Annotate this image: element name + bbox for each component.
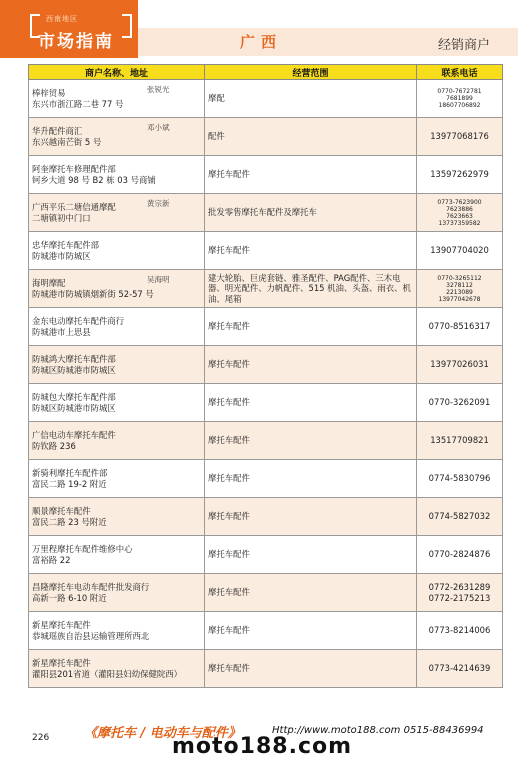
contact-person: 邓小斌 xyxy=(147,123,170,132)
table-row xyxy=(29,270,503,308)
dealer-cell xyxy=(29,612,205,650)
category-label: 经销商户 xyxy=(437,38,490,53)
phone-number: 0770-2824876 xyxy=(428,549,491,559)
dealer-name: 防城鸿大摩托车配件部 xyxy=(32,353,116,364)
dealer-name: 海明摩配 xyxy=(32,277,66,288)
business-scope: 摩托车配件 xyxy=(205,384,417,422)
dealer-name: 阿奎摩托车修理配件部 xyxy=(32,163,116,174)
phone-cell xyxy=(417,308,503,346)
phone-number: 0774-5827032 xyxy=(428,511,491,521)
phone-cell xyxy=(417,422,503,460)
business-scope: 摩托车配件 xyxy=(205,156,417,194)
business-scope: 摩托车配件 xyxy=(205,498,417,536)
phone-cell xyxy=(417,574,503,612)
dealer-address: 防城港市防城镇烟新街 52-57 号 xyxy=(32,288,154,299)
dealer-address: 二塘镇初中门口 xyxy=(32,212,91,223)
section-logo xyxy=(0,0,138,58)
phone-number: 0772-2175213 xyxy=(428,592,491,603)
phone-number: 0770-7672781 xyxy=(437,88,482,95)
table-row xyxy=(29,650,503,688)
table-row xyxy=(29,346,503,384)
dealer-cell xyxy=(29,270,205,308)
table-row xyxy=(29,422,503,460)
dealer-cell xyxy=(29,346,205,384)
table-row xyxy=(29,498,503,536)
dealer-cell xyxy=(29,80,205,118)
dealer-cell xyxy=(29,194,205,232)
dealer-cell xyxy=(29,308,205,346)
business-scope: 配件 xyxy=(205,118,417,156)
dealer-address: 恭城瑶族自治县运输管理所西北 xyxy=(32,630,150,641)
dealer-name: 广西平乐二塘信通摩配 xyxy=(32,201,116,212)
phone-number: 13517709821 xyxy=(430,435,489,445)
business-scope: 摩托车配件 xyxy=(205,536,417,574)
dealer-table xyxy=(28,64,503,688)
dealer-address: 富民二路 23 号附近 xyxy=(32,516,107,527)
contact-person: 吴海明 xyxy=(147,275,170,284)
phone-cell xyxy=(417,118,503,156)
business-scope: 建大轮胎、巨虎套链、雅圣配件、PAG配件、三木电器、明光配件、力帆配件、515 机油、头盔、雨衣、机油、尾箱 xyxy=(205,270,417,308)
phone-number: 0770-8516317 xyxy=(428,321,491,331)
dealer-cell xyxy=(29,156,205,194)
dealer-name: 昌隆摩托车电动车配件批发商行 xyxy=(32,581,150,592)
dealer-address: 防钦路 236 xyxy=(32,440,76,451)
phone-number: 0773-4214639 xyxy=(428,663,491,673)
dealer-cell xyxy=(29,650,205,688)
phone-number: 13977068176 xyxy=(430,131,489,141)
dealer-address: 灌阳县201省道（灌阳县妇幼保健院西） xyxy=(32,668,182,679)
province-title: 广西 xyxy=(240,33,283,51)
dealer-name: 广信电动车摩托车配件 xyxy=(32,429,116,440)
column-header-phone: 联系电话 xyxy=(417,65,503,80)
dealer-address: 防城区防城港市防城区 xyxy=(32,402,116,413)
phone-cell xyxy=(417,270,503,308)
logo-subtitle: 西南地区 xyxy=(46,15,78,23)
business-scope: 摩托车配件 xyxy=(205,574,417,612)
dealer-name: 新星摩托车配件 xyxy=(32,619,91,630)
dealer-cell xyxy=(29,232,205,270)
phone-number: 0773-8214006 xyxy=(428,625,491,635)
phone-cell xyxy=(417,498,503,536)
phone-cell xyxy=(417,612,503,650)
phone-number: 2213089 xyxy=(446,288,473,296)
watermark-brand: moto188.com xyxy=(172,734,353,759)
business-scope: 摩托车配件 xyxy=(205,650,417,688)
phone-cell xyxy=(417,232,503,270)
business-scope: 批发零售摩托车配件及摩托车 xyxy=(205,194,417,232)
dealer-address: 防城港市上思县 xyxy=(32,326,91,337)
table-row xyxy=(29,384,503,422)
business-scope: 摩托车配件 xyxy=(205,460,417,498)
table-row xyxy=(29,156,503,194)
phone-cell xyxy=(417,536,503,574)
business-scope: 摩托车配件 xyxy=(205,422,417,460)
dealer-name: 棒梓贸易 xyxy=(32,87,66,98)
phone-number: 13737359582 xyxy=(438,219,481,227)
phone-number: 7623663 xyxy=(446,212,473,220)
publication-contact: Http://www.moto188.com 0515-88436994 xyxy=(272,725,484,736)
dealer-cell xyxy=(29,422,205,460)
phone-cell xyxy=(417,80,503,118)
page-header xyxy=(0,0,518,58)
dealer-name: 万里程摩托车配件维修中心 xyxy=(32,543,133,554)
dealer-cell xyxy=(29,498,205,536)
dealer-address: 钶乡大道 98 号 B2 栋 03 号商铺 xyxy=(32,174,156,185)
phone-number: 18607706892 xyxy=(438,102,481,109)
dealer-cell xyxy=(29,574,205,612)
table-row xyxy=(29,574,503,612)
phone-number: 0774-5830796 xyxy=(428,473,491,483)
table-row xyxy=(29,536,503,574)
phone-number: 13977042678 xyxy=(438,295,481,303)
phone-cell xyxy=(417,156,503,194)
dealer-name: 忠华摩托车配件部 xyxy=(32,239,99,250)
table-row xyxy=(29,232,503,270)
phone-number: 7681899 xyxy=(446,95,473,102)
dealer-address: 高新一路 6-10 附近 xyxy=(32,592,107,603)
logo-title: 市场指南 xyxy=(38,32,114,52)
dealer-address: 防城区防城港市防城区 xyxy=(32,364,116,375)
table-row xyxy=(29,194,503,232)
dealer-name: 顺景摩托车配件 xyxy=(32,505,91,516)
phone-number: 3278112 xyxy=(446,281,473,289)
dealer-cell xyxy=(29,118,205,156)
dealer-name: 华升配件商汇 xyxy=(32,125,83,136)
business-scope: 摩配 xyxy=(205,80,417,118)
dealer-name: 金东电动摩托车配件商行 xyxy=(32,315,125,326)
business-scope: 摩托车配件 xyxy=(205,346,417,384)
table-row xyxy=(29,118,503,156)
phone-cell xyxy=(417,460,503,498)
phone-cell xyxy=(417,650,503,688)
business-scope: 摩托车配件 xyxy=(205,232,417,270)
column-header-scope: 经营范围 xyxy=(205,65,417,80)
phone-number: 13907704020 xyxy=(430,245,489,255)
dealer-address: 东兴越南芒街 5 号 xyxy=(32,136,102,147)
phone-number: 0772-2631289 xyxy=(428,581,491,592)
phone-cell xyxy=(417,194,503,232)
table-row xyxy=(29,612,503,650)
dealer-name: 新星摩托车配件 xyxy=(32,657,91,668)
business-scope: 摩托车配件 xyxy=(205,308,417,346)
dealer-cell xyxy=(29,460,205,498)
dealer-address: 东兴市浙江路二巷 77 号 xyxy=(32,98,124,109)
table-row xyxy=(29,460,503,498)
contact-person: 张锐光 xyxy=(147,85,170,94)
dealer-name: 防城包大摩托车配件部 xyxy=(32,391,116,402)
dealer-cell xyxy=(29,536,205,574)
table-row xyxy=(29,308,503,346)
table-row xyxy=(29,80,503,118)
phone-number: 0773-7623900 xyxy=(437,198,482,206)
phone-number: 13977026031 xyxy=(430,359,489,369)
phone-number: 0770-3265112 xyxy=(437,274,482,282)
phone-number: 0770-3262091 xyxy=(428,397,491,407)
phone-cell xyxy=(417,346,503,384)
column-header-name: 商户名称、地址 xyxy=(29,65,205,80)
phone-number: 13597262979 xyxy=(430,169,489,179)
dealer-address: 富民二路 19-2 附近 xyxy=(32,478,107,489)
logo-bracket-right xyxy=(122,14,132,38)
dealer-name: 新骑利摩托车配件部 xyxy=(32,467,108,478)
phone-number: 7623886 xyxy=(446,205,473,213)
dealer-address: 防城港市防城区 xyxy=(32,250,91,261)
phone-cell xyxy=(417,384,503,422)
publication-title: 《摩托车 / 电动车与配件》 xyxy=(84,726,241,741)
contact-person: 黄宗新 xyxy=(147,199,170,208)
dealer-address: 富裕路 22 xyxy=(32,554,71,565)
dealer-cell xyxy=(29,384,205,422)
table-header-row xyxy=(29,65,503,80)
page-number: 226 xyxy=(32,733,50,743)
business-scope: 摩托车配件 xyxy=(205,612,417,650)
